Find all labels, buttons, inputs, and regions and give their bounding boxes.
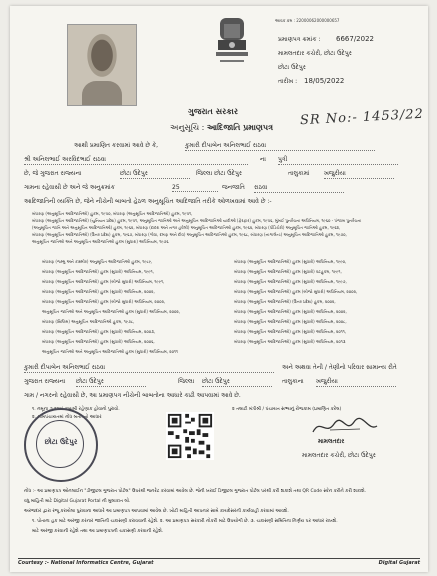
district-label: જિલ્લા છોટા ઉદેપુર [196, 170, 242, 177]
res-line3: ગામ / નગરનો રહેવાસી છે, આ પ્રમાણપત્ર નીચેની બાબતોના આધારે કાઢી આપવામાં આવે છે. [24, 392, 241, 399]
relation: પુત્રી [278, 156, 398, 165]
cert-title-main: આદિજાતિ પ્રમાણપત્ર [206, 123, 274, 132]
order-right: બંધારણ (અનુસૂચિત આદિજાતિઓ) હુકમ (સુધારો) અધિનિયમ, ૨૦૦૨, [234, 309, 347, 314]
res-taluka-label: તાલુકાના [282, 378, 304, 385]
order-left: અનુસૂચિત જાતિઓ અને અનુસૂચિત આદિજાતિઓ હુકમ (સુધારો) અધિનિયમ, ૨૦૦૨, [42, 309, 181, 314]
basis-1: ૧. નમૂના ૭-૧૨માં કાયમી રહેણાક હોવાનો પુરાવો. [32, 407, 120, 412]
serial-entry: 25 [172, 184, 218, 192]
basis-right: ૨ તલાટી મંત્રીશ્રી / પંચાયત સભ્યનું રોજકામ (પ્રમાણિત કરેલ) [232, 407, 342, 412]
village-value: ખજુરીયા [324, 170, 394, 179]
order-left: બંધારણ (અનુસૂચિત આદિજાતિઓ) હુકમ (સુધારો) અધિનિયમ, ૧૯૯૧, [42, 269, 154, 274]
district-value: છોટા ઉદેપુર [120, 170, 190, 179]
govt-title: ગુજરાત સરકાર [188, 107, 238, 116]
res-district-label: જિલ્લા [178, 378, 195, 385]
note-5: માટે અરજી કરવાની રહેશે તથા આ પ્રમાણપત્રની ચકાસણી કરવાની રહેશે. [32, 529, 164, 534]
signatory-title: મામલતદાર [318, 438, 345, 445]
signatory-office: મામલતદાર કચેરી, છોટા ઉદેપુર [302, 452, 376, 459]
issuing-office: મામલતદાર કચેરી, છોટા ઉદેપુર [278, 50, 352, 57]
note-4: ૧. પોતાના હક માટે અરજી કરનાર જાતિની ચકાસણી કરાવવાની રહેશે. ૨. આ પ્રમાણપત્ર સરકારી નોકરી માટે ઉપયોગી છે. ૩. ચકાસણી સમિતિના નિર્ણય પર આધાર રાખશે. [32, 519, 338, 524]
law-line: બંધારણ (અનુસૂચિત આદિજાતિઓ) હુકમ, ૧૯૫૦, બંધારણ (અનુસૂચિત આદિજાતિઓ) હુકમ, ૧૯૫૧, [32, 211, 193, 216]
law-line: બંધારણ (અનુસૂચિત આદિજાતિઓ) (યુનિયન પ્રદેશ) હુકમ, ૧૯૫૧, અનુસૂચિત જાતિઓ અને અનુસૂચિત આદિજાતિઓ યાદીઓ (ફેરફાર) હુકમ, ૧૯૫૬, મુંબઈ પુનર્રચના અધિનિયમ, ૧૯૬૦ - પંજાબ પુનર્રચના [32, 218, 362, 223]
res-village: ખજુરીયા [316, 378, 396, 387]
certificate-page [10, 6, 428, 572]
cert-number: 6667/2022 [336, 35, 374, 43]
note-3: અરજદાર દ્વારા રજૂ કરાયેલા પુરાવાના આધારે આ પ્રમાણપત્ર આપવામાં આવેલ છે. ખોટી માહિતી આપનાર સામે કાયદેસરની કાર્યવાહી કરવામાં આવશે. [24, 509, 289, 514]
res-district-2: છોટા ઉદેપુર [202, 378, 272, 387]
handwritten-serial: SR No:- 1453/22 [299, 106, 425, 129]
order-left: બંધારણ (અનુસૂચિત આદિજાતિઓ) હુકમ (બીજો સુધારો) અધિનિયમ, ૧૯૯૧, [42, 279, 165, 284]
father-name: શ્રી અનિલભાઈ અરવિંદભાઈ રાઠવા [24, 156, 248, 165]
footer-courtesy: Courtesy :- National Informatics Centre, Gujarat [18, 560, 154, 566]
body-line2-mid: ના [260, 156, 266, 163]
order-left: બંધારણ (જમ્મુ અને કાશ્મીર) અનુસૂચિત આદિજાતિઓ હુકમ, ૧૯૮૯, [42, 259, 153, 264]
law-line: બંધારણ (અનુસૂચિત આદિજાતિઓ) (ઉત્તર પ્રદેશ) હુકમ, ૧૯૬૭, બંધારણ (ગોવા, દમણ અને દીવ) અનુસૂચિત આદિજાતિઓ હુકમ, ૧૯૬૮, બંધારણ (નાગાલેન્ડ) અનુસૂચિત આદિજાતિઓ હુકમ, ૧૯૭૦, [32, 232, 347, 237]
note-2: વધુ માહિતી માટે Digital Gujarat Portal ની મુલાકાત લો. [24, 499, 131, 504]
order-left: બંધારણ (અનુસૂચિત આદિજાતિઓ) હુકમ (સુધારો) અધિનિયમ, ૨૦૦૨, [42, 289, 155, 294]
res-state: ગુજરાત રાજ્યના [24, 378, 66, 385]
state-emblem-icon [212, 16, 252, 70]
order-left: અનુસૂચિત જાતિઓ અને અનુસૂચિત આદિજાતિઓ હુકમ (સુધારો) અધિનિયમ, ૨૦૧૧ [42, 349, 178, 354]
res-district: છોટા ઉદેપુર [76, 378, 146, 387]
issuing-town: છોટા ઉદેપુર [278, 64, 306, 71]
order-right: બંધારણ (અનુસૂચિત આદિજાતિઓ) હુકમ (સુધારો) અધિનિયમ, ૧૯૯૭, [234, 279, 347, 284]
applicant-photo [67, 24, 137, 106]
order-right: બંધારણ (અનુસૂચિત આદિજાતિઓ) (ઉત્તર પ્રદેશ) હુકમ, ૨૦૦૨, [234, 299, 336, 304]
order-right: બંધારણ (અનુસૂચિત આદિજાતિઓ) હુકમ (સુધારો) અધિનિયમ, ૨૦૧૩ [234, 339, 346, 344]
order-right: બંધારણ (અનુસૂચિત આદિજાતિઓ) હુકમ (સુધારો) અધિનિયમ, ૨૦૧૧, [234, 329, 346, 334]
cert-title-prefix: અનુસૂચિ : [170, 123, 207, 132]
order-right: બંધારણ (અનુસૂચિત આદિજાતિઓ) હુકમ (સુધારો) અધિનિયમ, ૨૦૦૮, [234, 319, 347, 324]
body-line4-prefix: ગામના રહેવાસી છે અને જે અનુક્રમાંક [24, 184, 115, 191]
cert-number-label: પ્રમાણપત્ર ક્રમાંક : [278, 36, 321, 43]
resident-suffix: અને અથવા તેની / તેણીનો પરિવાર સામાન્ય રીતે [282, 364, 397, 371]
date-label: તારીખ : [278, 78, 298, 85]
footer-bar [18, 558, 420, 569]
order-left: બંધારણ (અનુસૂચિત આદિજાતિઓ) હુકમ (બીજો સુધારો) અધિનિયમ, ૨૦૦૨, [42, 299, 166, 304]
order-left: બંધારણ (અનુસૂચિત આદિજાતિઓ) હુકમ (સુધારો) અધિનિયમ, ૨૦૦૩, [42, 329, 156, 334]
body-line1-prefix: આથી પ્રમાણિત કરવામાં આવે છે કે, [74, 142, 159, 149]
resident-name: કુમારી દીપાબેન અનિલભાઈ રાઠવા [24, 364, 274, 373]
body-line5: આદિજાતિની વ્યક્તિ છે, જેને નીચેની બાબતો હેઠળ અનુસૂચિત આદિજાતિ તરીકે ઓળખવામાં આવે છે :- [24, 198, 272, 205]
applicant-name: કુમારી દીપાબેન અનિલભાઈ રાઠવા [185, 142, 375, 151]
serial-number: આવક ક્રમ : 22000062000000657 [275, 18, 340, 23]
order-left: બંધારણ (સિક્કિમ) અનુસૂચિત આદિજાતિઓ હુકમ, ૧૯૭૮, [42, 319, 135, 324]
footer-brand: Digital Gujarat [378, 560, 420, 566]
order-right: બંધારણ (અનુસૂચિત આદિજાતિઓ) હુકમ (બીજો સુધારો) અધિનિયમ, ૨૦૦૨, [234, 289, 358, 294]
body-line3-prefix: છે, જે ગુજરાત રાજ્યના [24, 170, 82, 177]
basis-2: ૨. ગ્રામપંચાયતમાં નોંધ બતાવતો આધાર [32, 415, 102, 420]
officer-signature [310, 416, 380, 438]
law-line: (અનુસૂચિત જાતિ અને અનુસૂચિત આદિજાતિઓ) હુકમ, ૧૯૬૨, બંધારણ (દાદરા અને નગર હવેલી) અનુસૂચિત આદિજાતિઓ હુકમ, ૧૯૬૨, બંધારણ (પોંડિચેરી) અનુસૂચિત જાતિઓ હુકમ, ૧૯૬૪, [32, 225, 341, 230]
order-right: બંધારણ (અનુસૂચિત આદિજાતિઓ) હુકમ (સુધારો) વટહુકમ, ૧૯૯૧, [234, 269, 342, 274]
note-1: નોંધ :- આ પ્રમાણપત્ર ઓનલાઈન "ડીજીટલ ગુજરાત પોર્ટલ" ઉપરથી જનરેટ કરવામાં આવેલ છે. જેની ખરાઈ ડિજીટલ ગુજરાત પોર્ટલ પરથી કરી શકાશે તથા QR Code સ્કેન કરીને કરી શકાશે. [24, 489, 367, 494]
tribe-label: જનજાતિ [222, 184, 245, 191]
cert-title [170, 123, 273, 133]
office-seal [24, 408, 98, 482]
seal-text: છોટા ઉદેપુર [44, 438, 78, 446]
taluka-label: તાલુકામાં [288, 170, 310, 177]
qr-code-icon [166, 412, 214, 460]
issue-date: 18/05/2022 [304, 77, 345, 85]
tribe-value: રાઠવા [254, 184, 344, 193]
law-line: અનુસૂચિત જાતિઓ અને અનુસૂચિત આદિજાતિઓ હુકમ (સુધારા) અધિનિયમ, ૧૯૭૬ [32, 239, 169, 244]
order-left: બંધારણ (અનુસૂચિત આદિજાતિઓ) હુકમ (સુધારો) અધિનિયમ, ૨૦૦૬, [42, 339, 155, 344]
order-right: બંધારણ (અનુસૂચિત આદિજાતિઓ) હુકમ (સુધારો) અધિનિયમ, ૧૯૯૦, [234, 259, 347, 264]
